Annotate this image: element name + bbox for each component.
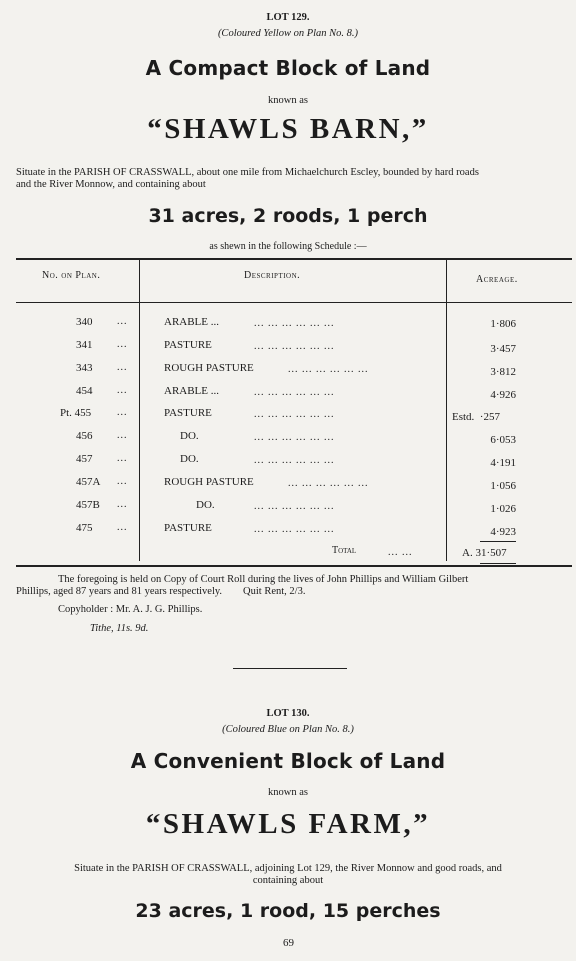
- table-header-rule: [16, 302, 572, 303]
- row-description: PASTURE: [164, 339, 212, 351]
- row-description: ROUGH PASTURE: [164, 476, 254, 488]
- row-description: ARABLE ...: [164, 385, 219, 397]
- row-acreage: 3·457: [490, 343, 516, 355]
- row-acreage: Estd. ·257: [452, 411, 500, 423]
- lot-129-total-area: 31 acres, 2 roods, 1 perch: [148, 205, 428, 227]
- row-leader: ... ... ... ... ... ...: [288, 478, 369, 489]
- row-leader: ... ... ... ... ... ...: [254, 341, 335, 352]
- row-acreage: 4·926: [490, 389, 516, 401]
- row-leader: ...: [117, 476, 128, 487]
- row-leader: ... ... ... ... ... ...: [254, 387, 335, 398]
- total-value: A. 31·507: [462, 547, 507, 559]
- row-acreage: 3·812: [490, 366, 516, 378]
- row-plan-number: 454: [76, 385, 93, 397]
- row-leader: ...: [117, 385, 128, 396]
- row-leader: ...: [117, 339, 128, 350]
- row-acreage: 4·923: [490, 526, 516, 538]
- schedule-intro: as shewn in the following Schedule :—: [209, 241, 367, 252]
- lot-130-situate-line-2: containing about: [252, 875, 324, 886]
- lot-129-headline: A Compact Block of Land: [145, 56, 431, 80]
- row-leader: ... ... ... ... ... ...: [288, 364, 369, 375]
- lot-130-plan-note: (Coloured Blue on Plan No. 8.): [222, 724, 354, 735]
- row-plan-number: 456: [76, 430, 93, 442]
- lot-129-property-name: “SHAWLS BARN,”: [147, 113, 429, 145]
- row-acreage: 1·806: [490, 318, 516, 330]
- row-plan-number: 340: [76, 316, 93, 328]
- lot-130-headline: A Convenient Block of Land: [130, 749, 446, 773]
- tenure-note-line-2: Phillips, aged 87 years and 81 years respectively. Quit Rent, 2/3.: [16, 586, 306, 597]
- row-leader: ... ... ... ... ... ...: [254, 501, 335, 512]
- row-leader: ...: [117, 430, 128, 441]
- row-plan-number: 343: [76, 362, 93, 374]
- section-divider: [233, 668, 347, 669]
- row-description: ROUGH PASTURE: [164, 362, 254, 374]
- column-divider-2: [446, 259, 447, 561]
- row-plan-number: 457: [76, 453, 93, 465]
- page-number: 69: [283, 937, 294, 949]
- table-top-rule: [16, 258, 572, 260]
- row-leader: ...: [117, 407, 128, 418]
- lot-129-known-as: known as: [268, 95, 308, 106]
- row-leader: ...: [117, 316, 128, 327]
- lot-129-situate-line-1: Situate in the PARISH OF CRASSWALL, about one mile from Michaelchurch Escley, bounded by hard roads: [16, 167, 479, 178]
- row-description: DO.: [196, 499, 215, 511]
- copyholder-note: Copyholder : Mr. A. J. G. Phillips.: [58, 604, 203, 615]
- row-leader: ... ... ... ... ... ...: [254, 524, 335, 535]
- total-rule: [480, 541, 516, 542]
- lot-130-known-as: known as: [268, 787, 308, 798]
- total-label: Total: [332, 545, 357, 556]
- row-leader: ...: [117, 362, 128, 373]
- header-acreage: Acreage.: [476, 274, 518, 285]
- row-description: PASTURE: [164, 522, 212, 534]
- lot-130-total-area: 23 acres, 1 rood, 15 perches: [135, 900, 441, 922]
- header-no-on-plan: No. on Plan.: [42, 270, 101, 281]
- lot-130-number: LOT 130.: [266, 708, 310, 719]
- row-leader: ...: [117, 453, 128, 464]
- tithe-note: Tithe, 11s. 9d.: [90, 623, 149, 634]
- row-plan-number: 457B: [76, 499, 100, 511]
- lot-129-plan-note: (Coloured Yellow on Plan No. 8.): [217, 28, 359, 39]
- row-leader: ... ... ... ... ... ...: [254, 318, 335, 329]
- row-description: PASTURE: [164, 407, 212, 419]
- row-leader: ...: [117, 522, 128, 533]
- column-divider-1: [139, 259, 140, 561]
- row-plan-number: Pt. 455: [60, 407, 92, 419]
- total-leader: ... ...: [388, 547, 413, 558]
- row-leader: ... ... ... ... ... ...: [254, 409, 335, 420]
- row-description: ARABLE ...: [164, 316, 219, 328]
- row-description: DO.: [180, 430, 199, 442]
- row-leader: ... ... ... ... ... ...: [254, 432, 335, 443]
- row-plan-number: 341: [76, 339, 93, 351]
- row-acreage: 6·053: [490, 434, 516, 446]
- tenure-note-line-1: The foregoing is held on Copy of Court Roll during the lives of John Phillips and William Gilbert: [58, 574, 469, 585]
- row-plan-number: 457A: [76, 476, 101, 488]
- row-description: DO.: [180, 453, 199, 465]
- row-acreage: 4·191: [490, 457, 516, 469]
- lot-130-situate-line-1: Situate in the PARISH OF CRASSWALL, adjoining Lot 129, the River Monnow and good roads, and: [74, 863, 502, 874]
- total-underline: [480, 563, 516, 564]
- lot-129-number: LOT 129.: [266, 12, 310, 23]
- row-leader: ... ... ... ... ... ...: [254, 455, 335, 466]
- row-leader: ...: [117, 499, 128, 510]
- row-plan-number: 475: [76, 522, 93, 534]
- row-acreage: 1·056: [490, 480, 516, 492]
- header-description: Description.: [244, 270, 301, 281]
- row-acreage: 1·026: [490, 503, 516, 515]
- lot-130-property-name: “SHAWLS FARM,”: [145, 808, 431, 840]
- lot-129-situate-line-2: and the River Monnow, and containing about: [16, 179, 206, 190]
- table-bottom-rule: [16, 565, 572, 567]
